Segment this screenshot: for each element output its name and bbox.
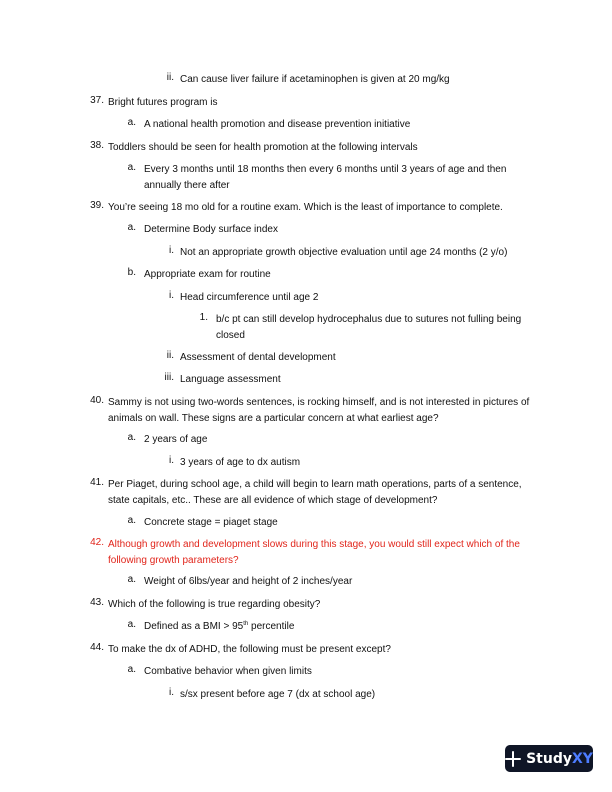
question-text: Sammy is not using two-words sentences, is rocking himself, and is not interested in pictures of animals on wall. These signs are a particular concern at what earliest age? <box>108 397 530 424</box>
list-text: s/sx present before age 7 (dx at school age) <box>180 689 376 700</box>
brand-accent: XY <box>571 750 593 767</box>
list-marker: i. <box>169 290 174 301</box>
sub-list-text: b/c pt can still develop hydrocephalus due to sutures not fulling being closed <box>216 314 522 341</box>
question-text: Toddlers should be seen for health promotion at the following intervals <box>108 142 418 153</box>
answer-marker: a. <box>127 515 136 526</box>
answer-marker: a. <box>127 162 136 173</box>
answer-text <box>144 619 534 635</box>
answer-text: Concrete stage = piaget stage <box>144 517 278 528</box>
list-text: Assessment of dental development <box>180 352 336 363</box>
list-marker: iii. <box>164 372 174 383</box>
answer-text: Weight of 6lbs/year and height of 2 inches/year <box>144 576 353 587</box>
list-text: Head circumference until age 2 <box>180 292 319 303</box>
answer-marker: a. <box>127 432 136 443</box>
list-text: Language assessment <box>180 374 281 385</box>
list-text: Can cause liver failure if acetaminophen is given at 20 mg/kg <box>180 74 450 85</box>
question-number: 44. <box>90 642 104 653</box>
answer-marker: b. <box>127 267 136 278</box>
answer-text-end: percentile <box>248 621 295 632</box>
list-text: 3 years of age to dx autism <box>180 457 301 468</box>
list-marker: ii. <box>166 350 174 361</box>
answer-text: Appropriate exam for routine <box>144 269 271 280</box>
answer-text: Combative behavior when given limits <box>144 666 312 677</box>
answer-marker: a. <box>127 117 136 128</box>
question-number: 38. <box>90 140 104 151</box>
answer-text: 2 years of age <box>144 434 208 445</box>
plus-icon <box>505 751 521 767</box>
answer-marker: a. <box>127 222 136 233</box>
list-marker: ii. <box>166 72 174 83</box>
superscript-suffix: th <box>243 621 249 627</box>
answer-text-main: Defined as a BMI > 95 <box>144 621 244 632</box>
list-text: Not an appropriate growth objective evaluation until age 24 months (2 y/o) <box>180 247 508 258</box>
question-number: 40. <box>90 395 104 406</box>
list-marker: i. <box>169 245 174 256</box>
question-text: To make the dx of ADHD, the following must be present except? <box>108 644 391 655</box>
question-number: 43. <box>90 597 104 608</box>
question-number: 39. <box>90 200 104 211</box>
list-marker: i. <box>169 455 174 466</box>
answer-marker: a. <box>127 664 136 675</box>
brand-main: Study <box>526 750 572 767</box>
sub-list-marker: 1. <box>199 312 208 323</box>
question-text: Bright futures program is <box>108 97 218 108</box>
question-text: You’re seeing 18 mo old for a routine exam. Which is the least of importance to complete. <box>108 202 503 213</box>
answer-marker: a. <box>127 574 136 585</box>
question-text: Which of the following is true regarding obesity? <box>108 599 321 610</box>
answer-marker: a. <box>127 619 136 630</box>
answer-text: A national health promotion and disease prevention initiative <box>144 119 411 130</box>
answer-text: Every 3 months until 18 months then every 6 months until 3 years of age and then annually there after <box>144 164 507 191</box>
question-number: 37. <box>90 95 104 106</box>
list-marker: i. <box>169 687 174 698</box>
question-text: Per Piaget, during school age, a child will begin to learn math operations, parts of a sentence, state capitals, etc.. These are all evidence of which stage of development? <box>108 479 522 506</box>
answer-text: Determine Body surface index <box>144 224 278 235</box>
question-number: 42. <box>90 537 104 548</box>
question-number: 41. <box>90 477 104 488</box>
studyxy-logo <box>505 745 593 772</box>
question-text: Although growth and development slows during this stage, you would still expect which of the following growth parameters? <box>108 539 520 566</box>
